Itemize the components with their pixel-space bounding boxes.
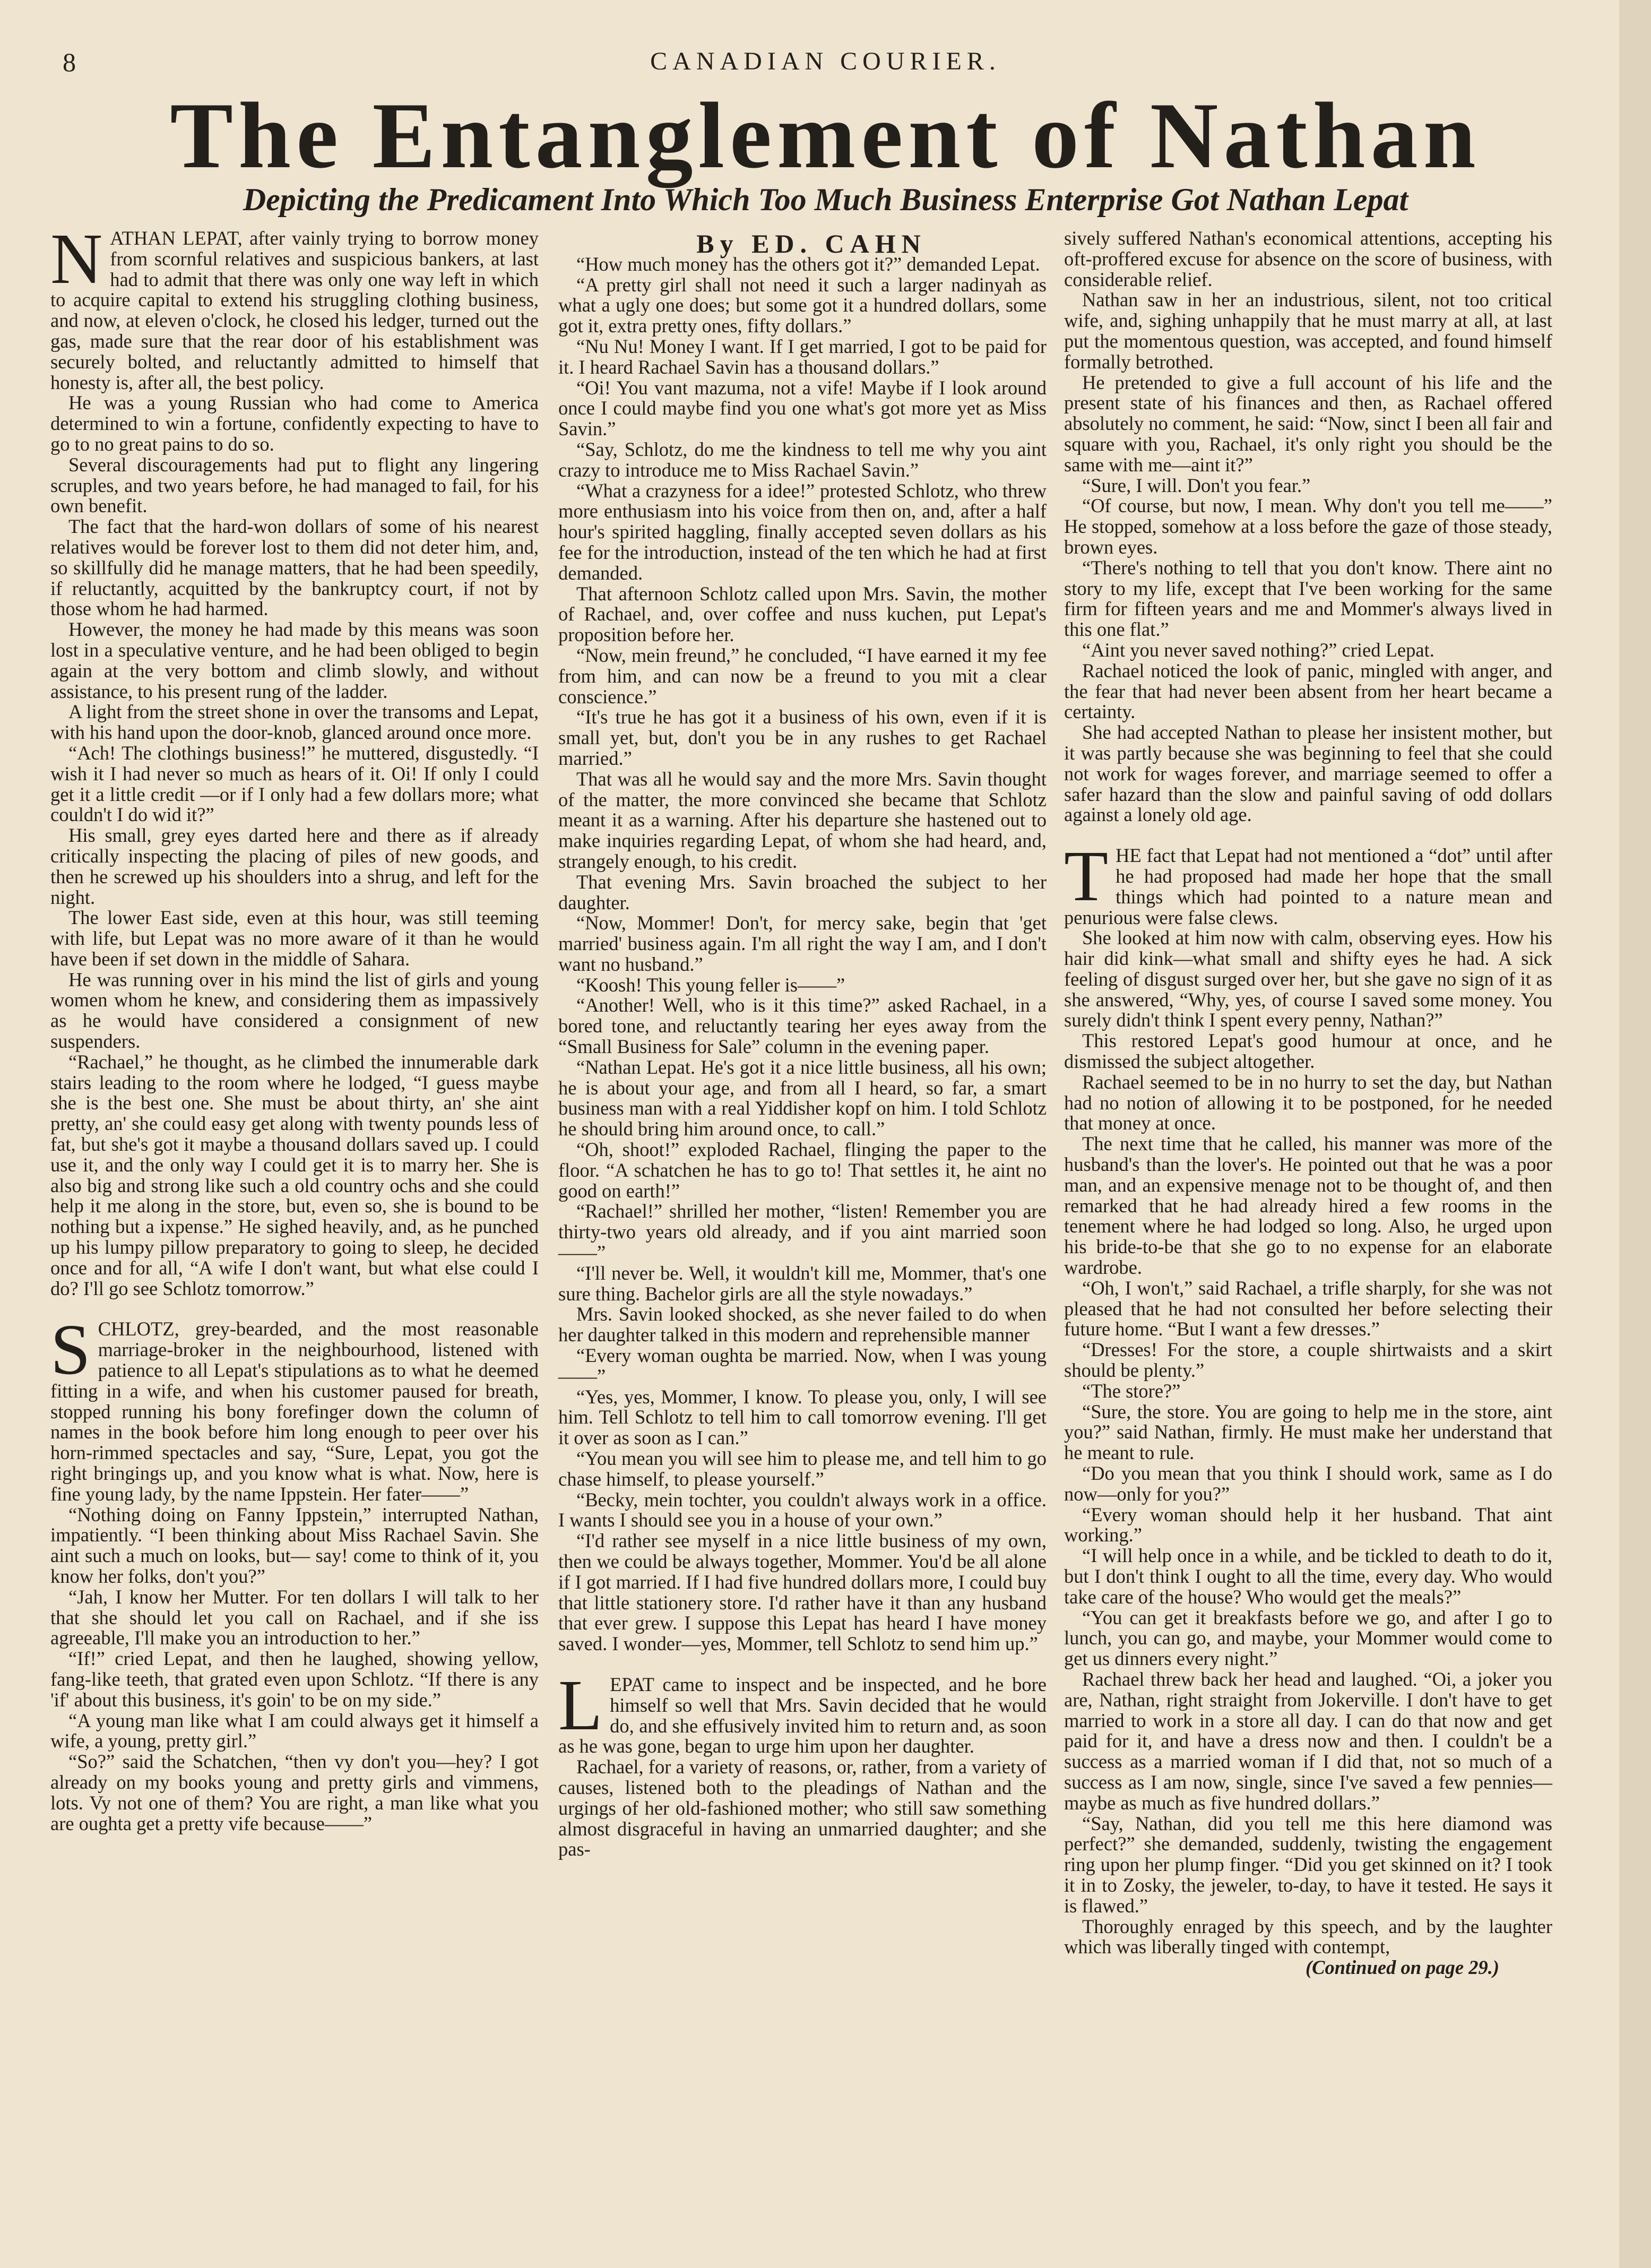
paragraph xyxy=(50,1649,539,1710)
paragraph-text: “I'll never be. Well, it wouldn't kill me, Mommer, that's one sure thing. Bachelor girls are all the style nowadays.” xyxy=(558,1262,1047,1305)
paragraph xyxy=(558,481,1047,584)
paragraph-text: “So?” said the Schatchen, “then vy don't you—hey? I got already on my books young and pretty girls and vimmens, lots. Vy not one of them? You are right, a man like what you are oughta get a pretty vife because——” xyxy=(50,1750,539,1834)
paragraph-text: “I will help once in a while, and be tickled to death to do it, but I don't think I ought to all the time, every day. Who would take care of the house? Who would get the meals?” xyxy=(1064,1545,1552,1608)
paragraph-text: ATHAN LEPAT, after vainly trying to borrow money from scornful relatives and suspicious bankers, at last had to admit that there was only one way left in which to acquire capital to extend his struggling clothing business, and now, at eleven o'clock, he closed his ledger, turned out the gas, made sure that the rear door of his establishment was securely bolted, and reluctantly admitted to himself that honesty is, after all, the best policy. xyxy=(50,227,539,393)
paragraph xyxy=(1064,928,1552,1031)
paragraph xyxy=(50,1587,539,1649)
paragraph xyxy=(50,743,539,825)
paragraph xyxy=(50,970,539,1052)
paragraph-text: Rachael seemed to be in no hurry to set the day, but Nathan had no notion of allowing it to be postponed, for he needed that money at once. xyxy=(1064,1071,1552,1134)
paragraph-text: “What a crazyness for a idee!” protested Schlotz, who threw more enthusiasm into his voice from then on, and, after a half hour's spirited haggling, finally accepted seven dollars as his fee for the introduction, instead of the ten which he had at first demanded. xyxy=(558,479,1047,584)
paragraph xyxy=(558,378,1047,439)
paragraph-text: He pretended to give a full account of his life and the present state of his finances and then, as Rachael offered absolutely no comment, he said: “Now, sinct I been all fair and square with you, Rachael, it's only right you should be the same with me—aint it?” xyxy=(1064,371,1552,476)
paragraph-text: That afternoon Schlotz called upon Mrs. Savin, the mother of Rachael, and, over coffee and nuss kuchen, put Lepat's proposition before her. xyxy=(558,582,1047,646)
paragraph xyxy=(558,275,1047,337)
paragraph-text: However, the money he had made by this means was soon lost in a speculative venture, and he had been obliged to begin again at the very bottom and climb slowly, and without assistance, to his present rung of the ladder. xyxy=(50,618,539,702)
paragraph xyxy=(558,439,1047,481)
paragraph-text: “Say, Schlotz, do me the kindness to tell me why you aint crazy to introduce me to Miss Rachael Savin.” xyxy=(558,438,1047,481)
paragraph xyxy=(558,1531,1047,1654)
paragraph xyxy=(558,913,1047,975)
paragraph xyxy=(558,1490,1047,1531)
paragraph xyxy=(558,1201,1047,1263)
paragraph xyxy=(1064,1608,1552,1669)
paragraph-text: The next time that he called, his manner was more of the husband's than the lover's. He pointed out that he was a poor man, and an expensive menage not to be thought of, and then remarked that he had already hired a few rooms in the tenement where he had lodged so long. Also, he urged upon his bride-to-be that she go to no expense for an elaborate wardrobe. xyxy=(1064,1133,1552,1279)
paragraph-text: “Another! Well, who is it this time?” asked Rachael, in a bored tone, and reluctantly tearing her eyes away from the “Small Business for Sale” column in the evening paper. xyxy=(558,994,1047,1058)
paragraph-text: “How much money has the others got it?” demanded Lepat. xyxy=(576,253,1040,275)
paragraph-text: “Every woman should help it her husband. That aint working.” xyxy=(1064,1503,1552,1546)
paragraph xyxy=(558,1346,1047,1387)
paragraph-text: HE fact that Lepat had not mentioned a “dot” until after he had proposed had made her hope that the small things which had pointed to a nature mean and penurious were false clews. xyxy=(1064,844,1552,928)
paragraph xyxy=(50,219,539,393)
paragraph xyxy=(558,1757,1047,1860)
paragraph xyxy=(1064,1031,1552,1072)
paragraph xyxy=(558,584,1047,645)
paragraph-text: “There's nothing to tell that you don't know. There aint no story to my life, except that I've been working for the same firm for fifteen years and me and Mommer's always lived in this one flat.” xyxy=(1064,556,1552,641)
paragraph-text: “Becky, mein tochter, you couldn't always work in a office. I wants I should see you in a house of your own.” xyxy=(558,1488,1047,1531)
paragraph-text: “Of course, but now, I mean. Why don't you tell me——” He stopped, somehow at a loss before the gaze of those steady, brown eyes. xyxy=(1064,495,1552,558)
paragraph-text: EPAT came to inspect and be inspected, and he bore himself so well that Mrs. Savin decided that he would do, and she effusively invited him to return and, as soon as he was gone, began to urge him upon her daughter. xyxy=(558,1673,1047,1757)
paragraph-text: Rachael, for a variety of reasons, or, rather, from a variety of causes, listened both to the pleadings of Nathan and the urgings of her old-fashioned mother; who still saw something almost disgraceful in having an unmarried daughter; and she pas- xyxy=(558,1756,1047,1860)
paragraph-text: “It's true he has got it a business of his own, even if it is small yet, but, don't you be in any rushes to get Rachael married.” xyxy=(558,706,1047,769)
paragraph-text: (Continued on page 29.) xyxy=(1305,1956,1499,1979)
paragraph xyxy=(1064,1505,1552,1546)
paragraph xyxy=(558,1304,1047,1346)
paragraph xyxy=(558,1448,1047,1490)
paragraph-text: That was all he would say and the more Mrs. Savin thought of the matter, the more convinced she became that Schlotz meant it as a warning. After his departure she hastened out to make inquiries regarding Lepat, of whom she had heard, and, strangely enough, to his credit. xyxy=(558,768,1047,872)
paragraph-text: CHLOTZ, grey-bearded, and the most reasonable marriage-broker in the neighbourhood, listened with patience to all Lepat's stipulations as to what he deemed fitting in a wife, and when his customer paused for breath, stopped running his bony forefinger down the column of names in the book before him long enough to peer over his horn-rimmed spectacles and say, “Sure, Lepat, you got the right bringings up, and you know what is what. Now, here is fine young lady, by the name Ippstein. Her fater——” xyxy=(50,1318,539,1505)
page-edge xyxy=(1619,0,1651,2268)
paragraph xyxy=(1064,290,1552,372)
article-subtitle: Depicting the Predicament Into Which Too Much Business Enterprise Got Nathan Lepat xyxy=(243,182,1408,217)
paragraph xyxy=(50,455,539,516)
paragraph xyxy=(50,619,539,702)
paragraph-text: “Now, mein freund,” he concluded, “I have earned it my fee from him, and can now be a freund to you mit a clear conscience.” xyxy=(558,644,1047,708)
paragraph xyxy=(558,645,1047,707)
paragraph xyxy=(50,1310,539,1505)
paragraph xyxy=(558,769,1047,872)
paragraph-text: Rachael threw back her head and laughed. “Oi, a joker you are, Nathan, right straight from Jokerville. I don't have to get married to work in a store all day. I can do that now and get paid for it, and have a dress now and then. I couldn't be a success as a married woman if I did that, not so much of a success as I am now, single, since I've saved a few pennies—maybe as much as five hundred dollars.” xyxy=(1064,1668,1552,1814)
paragraph-text: He was a young Russian who had come to America determined to win a fortune, confidently expecting to have to go to no great pains to do so. xyxy=(50,392,539,455)
paragraph-text: “Ach! The clothings business!” he muttered, disgustedly. “I wish it I had never so much as hears of it. Oi! If only I could get it a little credit —or if I only had a few dollars more; what couldn't I do wid it?” xyxy=(50,741,539,826)
paragraph xyxy=(50,393,539,454)
paragraph-text: “Rachael!” shrilled her mother, “listen! Remember you are thirty-two years old already, and if you aint married soon——” xyxy=(558,1200,1047,1264)
paragraph-text: “Rachael,” he thought, as he climbed the innumerable dark stairs leading to the room where he lodged, “I guess maybe she is the best one. She must be about thirty, an' she aint pretty, an' she could easy get along with twenty pounds less of fat, but she's got it maybe a thousand dollars saved up. I could use it, and the only way I could get it is to marry her. She is also big and strong like such a old country ochs and she could help it me along in the store, but, even so, she is bound to be nothing but a ixpense.” He sighed heavily, and, as he punched up his lumpy pillow preparatory to going to sleep, he decided once and for all, “A wife I don't want, but what else could I do? I'll go see Schlotz tomorrow.” xyxy=(50,1050,539,1299)
paragraph-text: She looked at him now with calm, observing eyes. How his hair did kink—what small and shifty eyes he had. A sick feeling of disgust surged over her, but she gave no sign of it as she answered, “Why, yes, of course I saved some money. You surely didn't think I spent every penny, Nathan?” xyxy=(1064,927,1552,1031)
paragraph-text: “Now, Mommer! Don't, for mercy sake, begin that 'get married' business again. I'm all right the way I am, and I don't want no husband.” xyxy=(558,912,1047,975)
page-number: 8 xyxy=(63,47,76,77)
paragraph xyxy=(1064,640,1552,661)
paragraph-text: She had accepted Nathan to please her insistent mother, but it was partly because she was beginning to feel that she could not work for wages forever, and marriage seemed to offer a safer hazard than the slow and painful saving of odd dollars against a lonely old age. xyxy=(1064,721,1552,826)
paragraph xyxy=(1064,1072,1552,1134)
paragraph-text: “Dresses! For the store, a couple shirtwaists and a skirt should be plenty.” xyxy=(1064,1339,1552,1382)
paragraph xyxy=(1064,1463,1552,1505)
paragraph xyxy=(1064,1402,1552,1463)
paragraph xyxy=(50,702,539,743)
paragraph-text: “Do you mean that you think I should work, same as I do now—only for you?” xyxy=(1064,1462,1552,1505)
paragraph xyxy=(1064,1546,1552,1607)
paragraph-text: “Nu Nu! Money I want. If I get married, I got to be paid for it. I heard Rachael Savin has a thousand dollars.” xyxy=(558,335,1047,378)
paragraph-text: Nathan saw in her an industrious, silent, not too critical wife, and, sighing unhappily that he must marry at all, at last put the momentous question, was accepted, and found himself formally betrothed. xyxy=(1064,289,1552,373)
paragraph xyxy=(1064,1134,1552,1278)
section-break xyxy=(1064,825,1552,846)
paragraph-text: The lower East side, even at this hour, was still teeming with life, but Lepat was no more aware of it than he would have been if set down in the middle of Sahara. xyxy=(50,907,539,970)
paragraph xyxy=(1064,661,1552,722)
paragraph-text: “Oh, shoot!” exploded Rachael, flinging the paper to the floor. “A schatchen he has to go to! That settles it, he aint no good on earth!” xyxy=(558,1139,1047,1202)
section-break xyxy=(558,1654,1047,1675)
byline: By ED. CAHN xyxy=(696,229,927,258)
paragraph-text: “Every woman oughta be married. Now, when I was young——” xyxy=(558,1344,1047,1387)
paragraph-text: “Oh, I won't,” said Rachael, a trifle sharply, for she was not pleased that he had not consulted her before selecting their future home. “But I want a few dresses.” xyxy=(1064,1277,1552,1340)
paragraph-text: That evening Mrs. Savin broached the subject to her daughter. xyxy=(558,870,1047,913)
paragraph xyxy=(50,1052,539,1299)
paragraph-text: “A young man like what I am could always get it himself a wife, a young, pretty girl.” xyxy=(50,1709,539,1752)
paragraph-text: “The store?” xyxy=(1082,1379,1181,1402)
text-column-1 xyxy=(50,219,539,1834)
paragraph-text: His small, grey eyes darted here and there as if already critically inspecting the placing of piles of new goods, and then he screwed up his shoulders into a shrug, and left for the night. xyxy=(50,824,539,908)
section-break xyxy=(50,1299,539,1319)
paragraph xyxy=(1064,373,1552,476)
paragraph xyxy=(558,1140,1047,1201)
paragraph xyxy=(1064,1340,1552,1381)
paragraph xyxy=(1064,1669,1552,1814)
paragraph-text: “Sure, the store. You are going to help me in the store, aint you?” said Nathan, firmly. He must make her understand that he meant to rule. xyxy=(1064,1400,1552,1464)
page-header xyxy=(0,47,1651,79)
paragraph-text: Rachael noticed the look of panic, mingled with anger, and the fear that had never been absent from her heart became a certainty. xyxy=(1064,659,1552,723)
paragraph xyxy=(558,1057,1047,1140)
paragraph-text: This restored Lepat's good humour at once, and he dismissed the subject altogether. xyxy=(1064,1030,1552,1073)
paragraph-text: “Jah, I know her Mutter. For ten dollars I will talk to her that she should let you call on Rachael, and if she iss agreeable, I'll make you an introduction to her.” xyxy=(50,1585,539,1649)
paragraph-text: A light from the street shone in over the transoms and Lepat, with his hand upon the door-knob, glanced around once more. xyxy=(50,701,539,744)
paragraph xyxy=(1064,1814,1552,1917)
drop-cap: T xyxy=(1064,837,1109,917)
paragraph-text: Several discouragements had put to flight any lingering scruples, and two years before, he had managed to fail, for his own benefit. xyxy=(50,453,539,517)
article-title: The Entanglement of Nathan xyxy=(170,83,1481,188)
paragraph xyxy=(558,1387,1047,1448)
running-head: CANADIAN COURIER. xyxy=(650,47,1001,75)
paragraph-text: Thoroughly enraged by this speech, and by the laughter which was liberally tinged with contempt, xyxy=(1064,1915,1552,1958)
paragraph-text: “Koosh! This young feller is——” xyxy=(576,973,845,996)
paragraph xyxy=(1064,496,1552,557)
paragraph xyxy=(1064,476,1552,496)
paragraph-text: He was running over in his mind the list of girls and young women whom he knew, and considering them as impassively as he would have considered a consignment of new suspenders. xyxy=(50,968,539,1053)
paragraph xyxy=(1064,1381,1552,1402)
paragraph-text: sively suffered Nathan's economical attentions, accepting his oft-proffered excuse for absence on the score of business, with considerable relief. xyxy=(1064,227,1552,290)
paragraph-text: “If!” cried Lepat, and then he laughed, showing yellow, fang-like teeth, that grated even upon Schlotz. “If there is any 'if' about this business, it's goin' to be on my side.” xyxy=(50,1648,539,1711)
paragraph xyxy=(50,516,539,619)
paragraph-text: “Say, Nathan, did you tell me this here diamond was perfect?” she demanded, suddenly, twisting the engagement ring upon her plump finger. “Did you get skinned on it? I took it in to Zosky, the jeweler, to-day, to have it tested. He says it is flawed.” xyxy=(1064,1812,1552,1917)
paragraph xyxy=(1064,722,1552,825)
drop-cap: S xyxy=(50,1310,91,1390)
paragraph xyxy=(1064,558,1552,640)
paragraph xyxy=(558,1665,1047,1757)
paragraph-text: “Nathan Lepat. He's got it a nice little business, all his own; he is about your age, and from all I heard, so far, a smart business man with a real Yiddisher kopf on him. I told Schlotz he should bring him around once, to call.” xyxy=(558,1056,1047,1140)
drop-cap: N xyxy=(50,219,103,299)
paragraph xyxy=(1064,1917,1552,1958)
paragraph-text: The fact that the hard-won dollars of some of his nearest relatives would be forever lost to them did not deter him, and, so skillfully did he manage matters, that he had been speedily, if reluctantly, acquitted by the bankruptcy court, if not by those whom he had harmed. xyxy=(50,515,539,620)
paragraph xyxy=(558,975,1047,996)
paragraph xyxy=(50,1711,539,1752)
paragraph xyxy=(1064,228,1552,290)
paragraph xyxy=(50,908,539,969)
paragraph-text: “Yes, yes, Mommer, I know. To please you, only, I will see him. Tell Schlotz to tell him to call tomorrow evening. I'll get it over as soon as I can.” xyxy=(558,1385,1047,1449)
paragraph-text: Mrs. Savin looked shocked, as she never failed to do when her daughter talked in this modern and reprehensible manner xyxy=(558,1303,1047,1346)
continued-note xyxy=(1064,1957,1552,1978)
paragraph xyxy=(558,254,1047,275)
paragraph-text: “You can get it breakfasts before we go, and after I go to lunch, you can go, and maybe, your Mommer would come to get us dinners every night.” xyxy=(1064,1606,1552,1670)
paragraph-text: “I'd rather see myself in a nice little business of my own, then we could be always together, Mommer. You'd be all alone if I got married. If I had five hundred dollars more, I could buy that little stationery store. I'd rather have it than any husband that ever grew. I suppose this Lepat has heard I have money saved. I wonder—yes, Mommer, tell Schlotz to send him up.” xyxy=(558,1530,1047,1655)
paragraph xyxy=(558,707,1047,769)
paragraph-text: “Oi! You vant mazuma, not a vife! Maybe if I look around once I could maybe find you one what's got more yet as Miss Savin.” xyxy=(558,376,1047,440)
paragraph-text: “Aint you never saved nothing?” cried Lepat. xyxy=(1082,639,1434,661)
paragraph-text: “A pretty girl shall not need it such a larger nadinyah as what a ugly one does; but some got it a hundred dollars, some got it, extra pretty ones, fifty dollars.” xyxy=(558,273,1047,337)
paragraph xyxy=(558,872,1047,913)
paragraph-text: “You mean you will see him to please me, and tell him to go chase himself, to please yourself.” xyxy=(558,1447,1047,1490)
paragraph-text: “Sure, I will. Don't you fear.” xyxy=(1082,474,1311,496)
paragraph xyxy=(558,337,1047,378)
paragraph xyxy=(558,995,1047,1057)
drop-cap: L xyxy=(558,1665,603,1745)
paragraph-text: “Nothing doing on Fanny Ippstein,” interrupted Nathan, impatiently. “I been thinking about Miss Rachael Savin. She aint such a much on looks, but— say! come to think of it, you know her folks, don't you?” xyxy=(50,1503,539,1587)
text-column-2 xyxy=(558,229,1047,1860)
paragraph xyxy=(1064,1278,1552,1340)
paragraph xyxy=(50,825,539,908)
paragraph xyxy=(1064,837,1552,928)
paragraph xyxy=(558,1263,1047,1305)
paragraph xyxy=(50,1752,539,1834)
paragraph xyxy=(50,1505,539,1587)
text-column-3 xyxy=(1064,228,1552,1978)
